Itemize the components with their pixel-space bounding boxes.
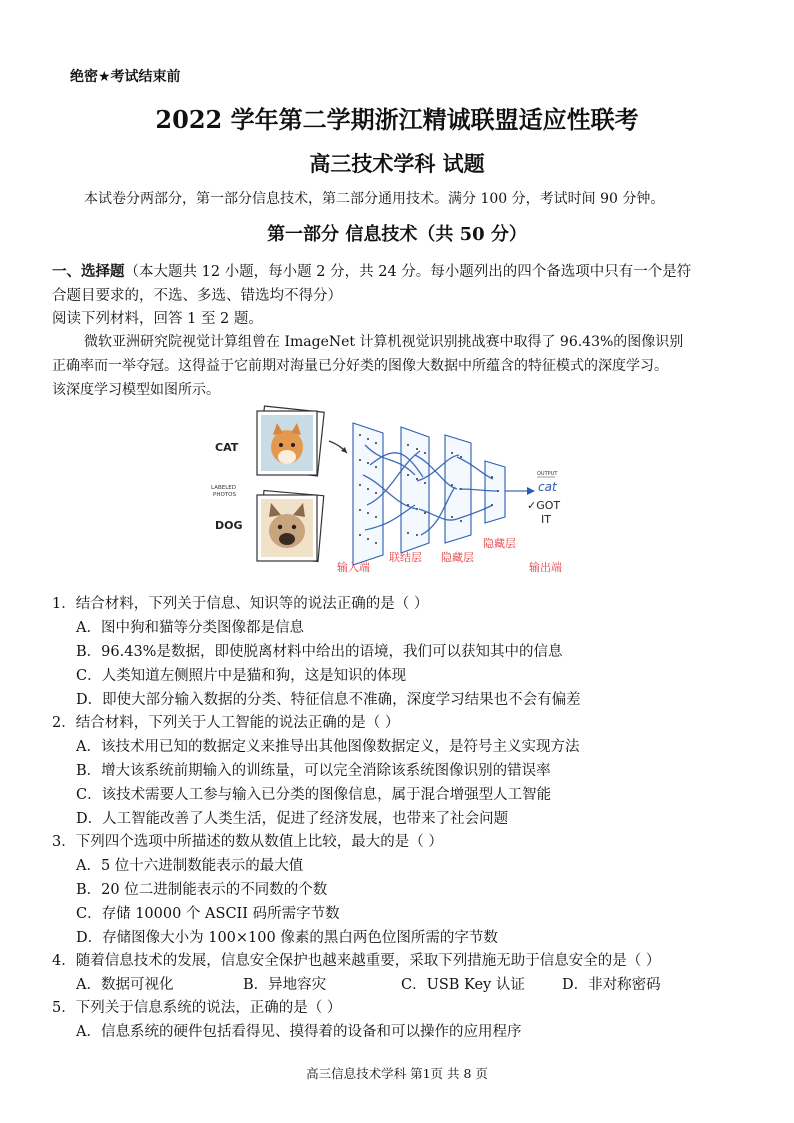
dog-photo [257, 491, 324, 562]
question-4-option-c: C．USB Key 认证 [401, 977, 525, 993]
material-line-1: 微软亚洲研究院视觉计算组曾在 ImageNet 计算机视觉识别挑战赛中取得了 96.43%的图像识别 [84, 334, 684, 350]
cat-label: CAT [215, 441, 239, 454]
input-layer-panel [353, 423, 383, 565]
labeled-photos-label-1: LABELED [211, 485, 236, 491]
question-4-option-a: A．数据可视化 [76, 977, 174, 993]
connect-layer-panel [401, 427, 429, 553]
section-intro-line-1 [52, 260, 691, 281]
question-2-option-c: C．该技术需要人工参与输入已分类的图像信息，属于混合增强型人工智能 [76, 787, 552, 803]
dog-label: DOG [215, 519, 243, 532]
question-3-option-a: A．5 位十六进制数能表示的最大值 [76, 858, 304, 874]
hidden-layer-label-1: 隐藏层 [441, 551, 474, 564]
hidden-layer-label-2: 隐藏层 [483, 537, 516, 550]
exam-title: 2022 学年第二学期浙江精诚联盟适应性联考 [155, 105, 639, 134]
section-desc-2: 合题目要求的，不选、多选、错选均不得分） [52, 288, 342, 304]
question-2-option-a: A．该技术用已知的数据定义来推导出其他图像数据定义，是符号主义实现方法 [76, 739, 580, 755]
got-it-line-1: ✓GOT [527, 499, 561, 512]
page-footer: 高三信息技术学科 第1页 共 8 页 [306, 1066, 488, 1081]
got-it-line-2: IT [541, 513, 551, 526]
question-1-stem: 1．结合材料，下列关于信息、知识等的说法正确的是（ ） [52, 596, 429, 612]
question-2-stem: 2．结合材料，下列关于人工智能的说法正确的是（ ） [52, 715, 400, 731]
question-3-stem: 3．下列四个选项中所描述的数从数值上比较，最大的是（ ） [52, 834, 443, 850]
question-2-option-d: D．人工智能改善了人类生活，促进了经济发展，也带来了社会问题 [76, 811, 509, 827]
question-4-option-d: D．非对称密码 [562, 977, 661, 993]
exam-intro: 本试卷分两部分，第一部分信息技术，第二部分通用技术。满分 100 分，考试时间 90 分钟。 [84, 191, 665, 207]
material-line-2: 正确率而一举夺冠。这得益于它前期对海量已分好类的图像大数据中所蕴含的特征模式的深度学习。 [52, 358, 668, 374]
question-4-option-b: B．异地容灾 [243, 977, 327, 993]
question-5-option-a: A．信息系统的硬件包括看得见、摸得着的设备和可以操作的应用程序 [76, 1024, 522, 1040]
question-3-option-c: C．存储 10000 个 ASCII 码所需字节数 [76, 906, 340, 922]
connect-layer-label: 联结层 [389, 551, 422, 564]
question-5-stem: 5．下列关于信息系统的说法，正确的是（ ） [52, 1000, 342, 1016]
question-2-option-b: B．增大该系统前期输入的训练量，可以完全消除该系统图像识别的错误率 [76, 763, 551, 779]
part-heading: 第一部分 信息技术（共 50 分） [267, 224, 527, 245]
question-1-option-a: A．图中狗和猫等分类图像都是信息 [76, 620, 304, 636]
cat-photo [257, 406, 324, 476]
question-1-option-b: B．96.43%是数据，即使脱离材料中给出的语境，我们可以获知其中的信息 [76, 644, 563, 660]
material-line-3: 该深度学习模型如图所示。 [52, 382, 220, 398]
question-3-option-d: D．存储图像大小为 100×100 像素的黑白两色位图所需的字节数 [76, 930, 498, 946]
question-3-option-b: B．20 位二进制能表示的不同数的个数 [76, 882, 328, 898]
output-caption: OUTPUT [537, 471, 558, 477]
section-title: 一、选择题 [52, 263, 125, 280]
confidential-mark: 绝密★考试结束前 [70, 69, 181, 85]
reading-instruction: 阅读下列材料，回答 1 至 2 题。 [52, 311, 263, 327]
output-cat-value: cat [538, 480, 557, 494]
exam-subtitle: 高三技术学科 试题 [309, 151, 485, 176]
section-desc-1: （本大题共 12 小题，每小题 2 分，共 24 分。每小题列出的四个备选项中只有一个是符 [124, 264, 692, 280]
hidden-layer-panel-2 [485, 461, 505, 523]
input-layer-label: 输入端 [337, 561, 370, 574]
question-4-stem: 4．随着信息技术的发展，信息安全保护也越来越重要，采取下列措施无助于信息安全的是（ ） [52, 953, 661, 969]
deep-learning-figure [205, 405, 595, 577]
labeled-photos-label-2: PHOTOS [213, 492, 236, 498]
output-layer-label: 输出端 [529, 561, 562, 574]
question-1-option-d: D．即使大部分输入数据的分类、特征信息不准确，深度学习结果也不会有偏差 [76, 692, 581, 708]
question-1-option-c: C．人类知道左侧照片中是猫和狗，这是知识的体现 [76, 668, 407, 684]
